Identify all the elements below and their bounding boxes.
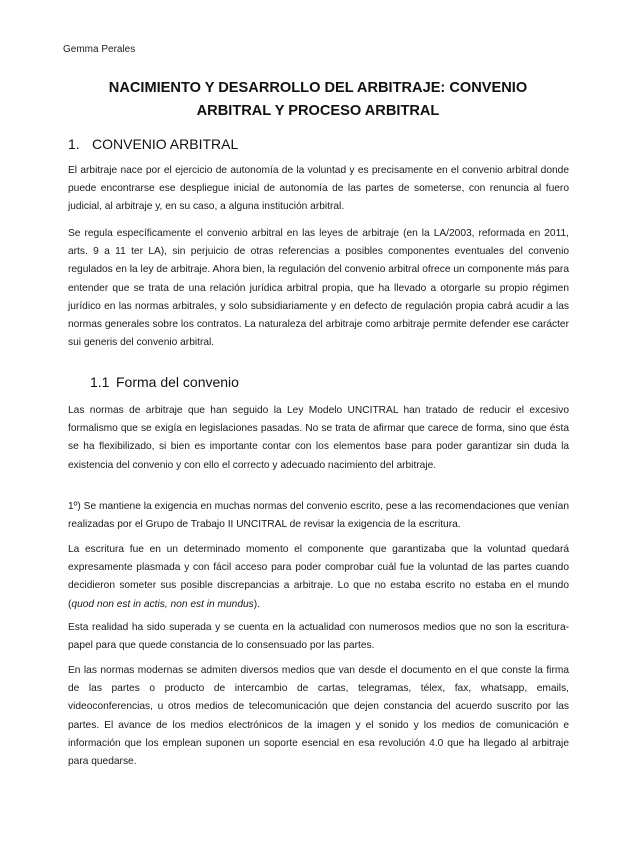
document-title: NACIMIENTO Y DESARROLLO DEL ARBITRAJE: CONVENIO ARBITRAL Y PROCESO ARBITRAL (108, 80, 528, 119)
paragraph (68, 541, 569, 614)
paragraph-text: La escritura fue en un determinado momento el componente que garantizaba que la voluntad quedará expresamente plasmada y con fácil acceso para poder comprobar cuál fue la voluntad de las partes cuando decidieron someter sus posible discrepancias a arbitraje. Lo que no estaba escrito no estaba en el mundo ( (68, 544, 569, 610)
paragraph-text-end: ). (253, 598, 261, 610)
subsection-number: 1.1 (90, 374, 110, 390)
paragraph: Esta realidad ha sido superada y se cuenta en la actualidad con numerosos medios que no son la escritura-papel para que quede constancia de lo consensuado por las partes. (68, 622, 569, 652)
latin-maxim: quod non est in actis, non est in mundus (71, 598, 254, 610)
paragraph: El arbitraje nace por el ejercicio de autonomía de la voluntad y es precisamente en el convenio arbitral donde puede encontrarse ese despliegue inicial de autonomía de las partes de someterse, con renuncia al fuero judicial, al arbitraje y, en su caso, a alguna institución arbitral. (68, 165, 569, 213)
paragraph: Se regula específicamente el convenio arbitral en las leyes de arbitraje (en la LA/2003, reformada en 2011, arts. 9 a 11 ter LA), sin perjuicio de otras referencias a posibles componentes eventuales del convenio regulados en la ley de arbitraje. Ahora bien, la regulación del convenio arbitral ofrece un componente más para entender que se trata de una relación jurídica arbitral propia, que ha llevado a otorgarle su propio régimen jurídico en las normas arbitrales, y solo subsidiariamente y en defecto de regulación propia cabrá acudir a las normas generales sobre los contratos. La naturaleza del arbitraje como arbitraje permite defender ese carácter sui generis del convenio arbitral. (68, 228, 569, 349)
paragraph: En las normas modernas se admiten diversos medios que van desde el documento en el que conste la firma de las partes o producto de intercambio de cartas, telegramas, télex, fax, whatsapp, emails, videoconferencias, u otros medios de telecomunicación que dejen constancia del acuerdo suscrito por las partes. El avance de los medios electrónicos de la imagen y el sonido y los medios de comunicación e información que los emplean suponen un soporte esencial en esa revolución 4.0 que ha llegado al arbitraje para quedarse. (68, 665, 569, 768)
section-title: CONVENIO ARBITRAL (92, 136, 239, 152)
paragraph: Las normas de arbitraje que han seguido la Ley Modelo UNCITRAL han tratado de reducir el excesivo formalismo que se exigía en legislaciones pasadas. No se trata de afirmar que carece de forma, sino que ésta se ha flexibilizado, si bien es importante contar con los elementos base para poder garantizar sin duda la existencia del convenio y con ello el correcto y adecuado nacimiento del arbitraje. (68, 405, 569, 471)
subsection-heading (90, 374, 239, 390)
subsection-title: Forma del convenio (116, 374, 239, 390)
section-heading (68, 136, 238, 152)
paragraph: 1º) Se mantiene la exigencia en muchas normas del convenio escrito, pese a las recomendaciones que venían realizadas por el Grupo de Trabajo II UNCITRAL de revisar la exigencia de la escritura. (68, 501, 569, 531)
section-number: 1. (68, 136, 80, 152)
running-header-author: Gemma Perales (63, 44, 136, 55)
